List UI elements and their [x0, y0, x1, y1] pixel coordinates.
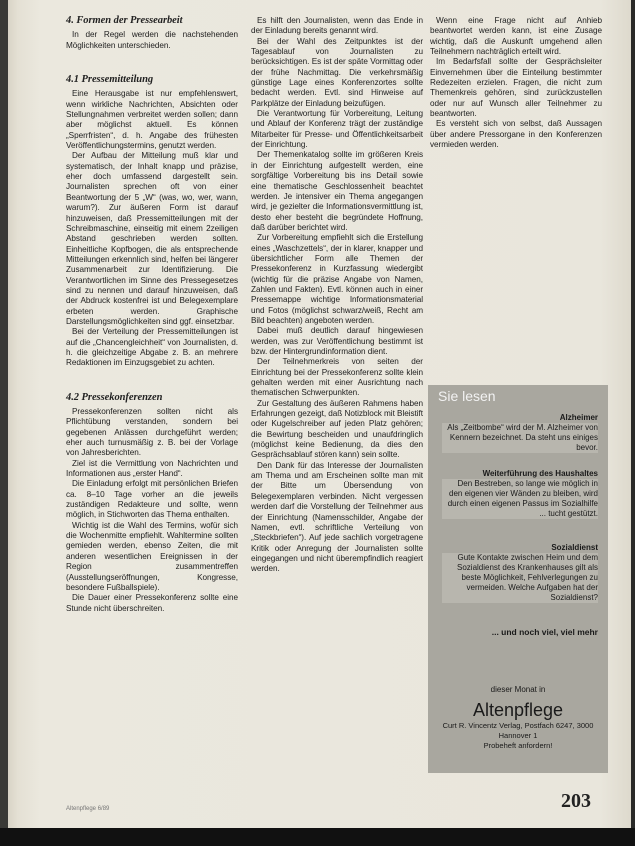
- ad-item-text: Gute Kontakte zwischen Heim und dem Sozialdienst des Krankenhauses gilt als beste Möglichkeit, Fehlverlegungen zu vermeiden. Welche Aufgaben hat der Sozialdienst?: [442, 553, 598, 603]
- paragraph: Die Verantwortung für Vorbereitung, Leitung und Ablauf der Konferenz trägt der zuständige Mitarbeiter für Presse- und Öffentlichkeitsarbeit der Einrichtung.: [251, 109, 423, 150]
- page-edge: [631, 0, 635, 846]
- ad-publisher: [428, 685, 608, 751]
- column-left: [66, 16, 238, 614]
- ad-intro: dieser Monat in: [490, 685, 546, 694]
- footer-source: Altenpflege 6/89: [66, 806, 110, 812]
- magazine-name: Altenpflege: [472, 700, 564, 720]
- paragraph: Pressekonferenzen sollten nicht als Pflichtübung verstanden, sondern bei gegebenen Anlässen durchgeführt werden; eher auch turnusmäßig z. B. bei der Vorlage von Jahresberichten.: [66, 407, 238, 458]
- paragraph: Ziel ist die Vermittlung von Nachrichten und Informationen aus „erster Hand“.: [66, 458, 238, 479]
- column-middle: [251, 16, 423, 575]
- column-right: [430, 16, 602, 150]
- ad-item-alzheimer: [442, 413, 598, 453]
- paragraph: Die Dauer einer Pressekonferenz sollte eine Stunde nicht überschreiten.: [66, 593, 238, 613]
- paragraph: Zur Gestaltung des äußeren Rahmens haben Erfahrungen gezeigt, daß Notizblock mit Bleistift oder Kugelschreiber auf jeden Platz gehören; die Bewirtung bescheiden und unaufdringlich (möglichst keine Bedienung, da dies den Gesprächsablauf stören kann) sein sollte.: [251, 398, 423, 460]
- paragraph: Der Aufbau der Mitteilung muß klar und systematisch, der Inhalt knapp und präzise, eher doch umfassend dargestellt sein. Journalisten sprechen oft von einer Beantwortung der 5 „W“ (was, wo, wer, wann, warum?). Zur äußeren Form ist darauf hinzuweisen, daß Pressemitteilungen mit der Schreibmaschine, einseitig mit einem 2zeiligen Abstand geschrieben werden sollten. Einheitliche Kopfbogen, die als entsprechende Mitteilungen erkennlich sind, helfen bei längerer Zusammenarbeit zur Identifizierung. Die Verantwortlichen im Sinne des Pressegesetzes sind zu nennen und darauf hinzuweisen, daß der Abdruck kostenfrei ist und Belegexemplare erbeten werden. Graphische Darstellungsmöglichkeiten sind ggf. einsetzbar.: [66, 151, 238, 326]
- page-number: 203: [561, 790, 591, 812]
- ad-item-sozialdienst: [442, 543, 598, 603]
- paragraph: Es hilft den Journalisten, wenn das Ende in der Einladung bereits genannt wird.: [251, 16, 423, 36]
- ad-more-text: ... und noch viel, viel mehr: [491, 627, 598, 637]
- advertisement-box: [428, 385, 608, 773]
- paragraph: Bei der Verteilung der Pressemitteilungen ist auf die „Chancengleichheit“ von Journalisten, d. h. die gleichzeitige Abgabe z. B. an mehrere Redaktionen im Einzugsgebiet zu achten.: [66, 327, 238, 368]
- ad-item-title: Weiterführung des Haushaltes: [482, 469, 598, 478]
- paragraph: Der Themenkatalog sollte im größeren Kreis in der Einrichtung aufgestellt werden, eine sorgfältige Vorbereitung bis ins Detail sowie eine thematische Geschlossenheit beachtet werden. Je intensiver ein Thema angegangen wird, je gezielter die Informationsvermittlung ist, desto eher besteht die begründete Hoffnung, daß darüber berichtet wird.: [251, 150, 423, 232]
- subsection-heading: 4.2 Pressekonferenzen: [66, 391, 163, 403]
- ad-item-text: Als „Zeitbombe“ wird der M. Alzheimer von Kennern bezeichnet. Da steht uns einiges bevor.: [442, 423, 598, 453]
- ad-item-text: Den Bestreben, so lange wie möglich in den eigenen vier Wänden zu bleiben, wird durch einen eigenen Passus im Sozialhilfe ... tucht gestützt.: [442, 479, 598, 519]
- paragraph: Der Teilnehmerkreis von seiten der Einrichtung bei der Pressekonferenz sollte klein gehalten werden mit einer Ausrichtung nach thematischen Schwerpunkten.: [251, 357, 423, 398]
- paragraph: Zur Vorbereitung empfiehlt sich die Erstellung eines „Waschzettels“, der in klarer, knapper und übersichtlicher Form alle Themen der Pressekonferenz in Kurzfassung wiedergibt (wichtig für die präzise Angabe von Namen, Zahlen und Fakten). Evtl. können auch in einer Pressemappe wichtige Informationsmaterial und Fotos (möglichst schwarz/weiß, Recht am Bild beachten) angeboten werden.: [251, 233, 423, 325]
- scan-bottom-edge: [0, 828, 635, 846]
- subsection-heading: 4.1 Pressemitteilung: [66, 74, 154, 86]
- paragraph: Dabei muß deutlich darauf hingewiesen werden, was zur Veröffentlichung bestimmt ist bzw. der Hintergrundinformation dient.: [251, 326, 423, 356]
- paragraph: Die Einladung erfolgt mit persönlichen Briefen ca. 8–10 Tage vorher an die jeweils zuständigen Redakteure und sollte, wenn möglich, in Stichworten das Thema enthalten.: [66, 479, 238, 520]
- ad-item-haushalt: [442, 469, 598, 519]
- ad-header: Sie lesen: [438, 388, 496, 404]
- section-heading: 4. Formen der Pressearbeit: [66, 15, 183, 26]
- paragraph: Wichtig ist die Wahl des Termins, wofür sich die Wochenmitte empfiehlt. Wahltermine sollten gemieden werden, ebenso Zeiten, die mit anderen wesentlichen Ereignissen in der Region zusammentreffen (Ausstellungseröffnungen, Kongresse, besondere Fußballspiele).: [66, 520, 238, 592]
- paragraph: Im Bedarfsfall sollte der Gesprächsleiter Einvernehmen über die Einteilung bestimmter Redezeiten erzielen. Fragen, die nicht zum Themenkreis gehören, sind zurückzustellen oder nur auf Wunsch aller Teilnehmer zu beantworten.: [430, 57, 602, 119]
- binding-edge: [0, 0, 8, 846]
- paragraph: Bei der Wahl des Zeitpunktes ist der Tagesablauf von Journalisten zu berücksichtigen. Es ist der späte Vormittag oder der frühe Nachmittag. Die verkehrsmäßig günstige Lage eines Konferenzortes sollte bedacht werden. Evtl. sind Hinweise auf Parkplätze der Einladung beizufügen.: [251, 36, 423, 108]
- paragraph: Den Dank für das Interesse der Journalisten am Thema und am Erscheinen sollte man mit der Bitte um Übersendung von Belegexemplaren verbinden. Nicht vergessen werden darf die Vorstellung der Teilnehmer aus der Einrichtung (Namensschilder, Angabe der Namen, evtl. schriftliche Verteilung von „Steckbriefen“). Auf jede sachlich vorgetragene Kritik oder Anregung der Journalisten sollte eingegangen und nicht überempfindlich reagiert werden.: [251, 460, 423, 574]
- ad-item-title: Sozialdienst: [551, 543, 598, 552]
- paragraph: In der Regel werden die nachstehenden Möglichkeiten unterschieden.: [66, 30, 238, 50]
- sample-request: Probeheft anfordern!: [483, 741, 553, 750]
- ad-item-title: Alzheimer: [559, 413, 598, 422]
- publisher-address: Curt R. Vincentz Verlag, Postfach 6247, 3000 Hannover 1: [442, 721, 594, 740]
- paragraph: Wenn eine Frage nicht auf Anhieb beantwortet werden kann, ist eine Zusage wichtig, daß die Auskunft umgehend allen Teilnehmern nachträglich erteilt wird.: [430, 16, 602, 57]
- paragraph: Es versteht sich von selbst, daß Aussagen über andere Pressorgane in den Konferenzen vermieden werden.: [430, 119, 602, 150]
- paragraph: Eine Herausgabe ist nur empfehlenswert, wenn wirkliche Nachrichten, Absichten oder Stellungnahmen verbreitet werden sollen; dann aber möglichst aktuell. Es können „Sperrfristen“, d. h. Angabe des frühesten Veröffentlichungstermins, genutzt werden.: [66, 89, 238, 151]
